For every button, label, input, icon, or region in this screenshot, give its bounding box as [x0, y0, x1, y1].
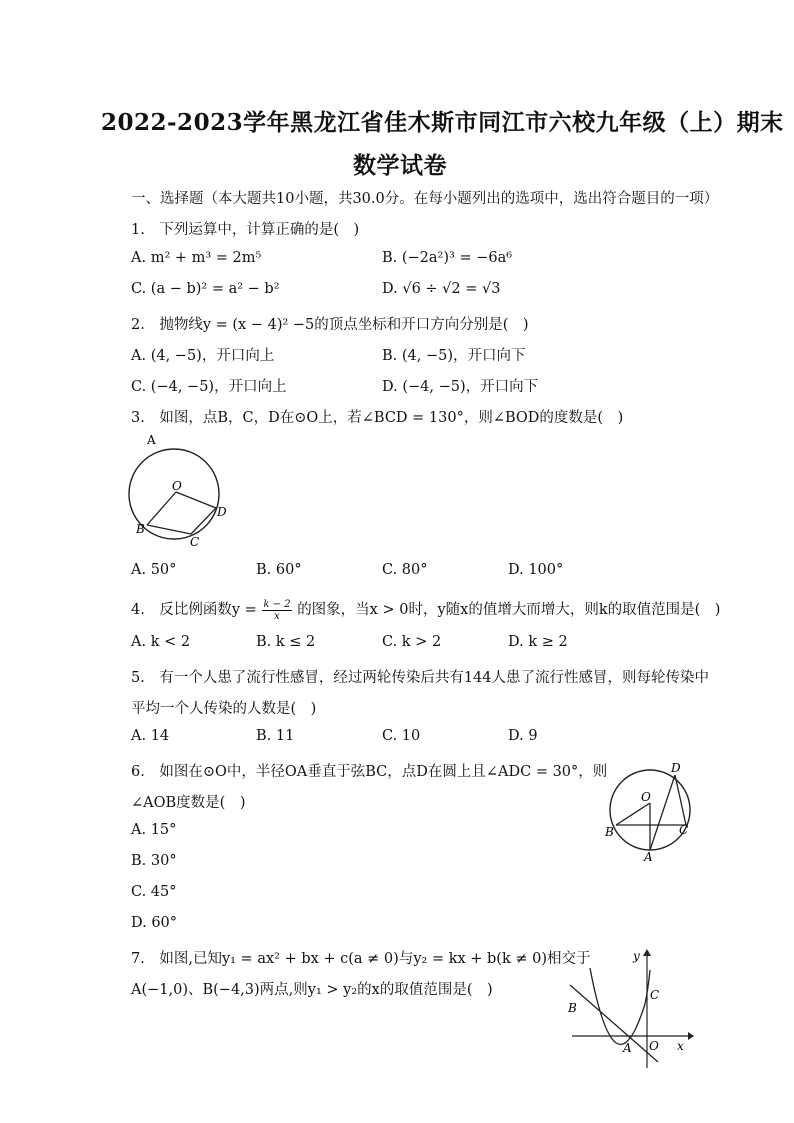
- question-2-stem: 2. 抛物线y = (x − 4)² −5的顶点坐标和开口方向分别是( ): [131, 317, 529, 333]
- q7-label-y: y: [633, 949, 640, 963]
- question-5-option-c: C. 10: [382, 728, 421, 744]
- question-6-option-c: C. 45°: [131, 884, 177, 900]
- q7-line: [570, 985, 658, 1062]
- page-title-line1: 2022-2023学年黑龙江省佳木斯市同江市六校九年级（上）期末: [101, 109, 784, 136]
- q6-label-d: D: [671, 761, 681, 775]
- q4-fraction-denominator: x: [274, 610, 280, 622]
- question-3-option-a: A. 50°: [131, 562, 177, 578]
- question-3-circle-figure: [125, 430, 235, 550]
- question-3-option-d: D. 100°: [508, 562, 564, 578]
- q6-label-a: A: [644, 850, 653, 863]
- question-2-option-c: C. (−4, −5)，开口向上: [131, 379, 287, 395]
- q3-label-b: B: [136, 522, 145, 536]
- q3-segment-od: [176, 492, 216, 508]
- q3-label-c: C: [190, 535, 200, 549]
- page-title-line2: 数学试卷: [353, 152, 447, 179]
- question-5-option-a: A. 14: [131, 728, 170, 744]
- q3-segment-bc: [147, 525, 191, 534]
- q7-parabola: [590, 968, 650, 1044]
- question-1-stem: 1. 下列运算中，计算正确的是( ): [131, 222, 360, 238]
- q6-segment-ad: [650, 775, 675, 850]
- question-4-option-a: A. k < 2: [131, 634, 191, 650]
- question-1-option-a: A. m² + m³ = 2m⁵: [131, 250, 262, 266]
- q4-fraction: [262, 599, 291, 622]
- question-1-option-c: C. (a − b)² = a² − b²: [131, 281, 280, 297]
- question-2-option-d: D. (−4, −5)，开口向下: [382, 379, 539, 395]
- question-2-option-b: B. (4, −5)，开口向下: [382, 348, 526, 364]
- question-2-option-a: A. (4, −5)，开口向上: [131, 348, 275, 364]
- q4-stem-before: 4. 反比例函数y =: [131, 602, 257, 618]
- question-1-option-b: B. (−2a²)³ = −6a⁶: [382, 250, 513, 266]
- q7-label-o: O: [649, 1039, 659, 1053]
- question-4-stem: [131, 598, 720, 622]
- question-6-option-d: D. 60°: [131, 915, 178, 931]
- question-4-option-d: D. k ≥ 2: [508, 634, 568, 650]
- question-7-stem-line2: A(−1,0)、B(−4,3)两点,则y₁ > y₂的x的取值范围是( ): [131, 982, 493, 998]
- q3-segment-cd: [191, 508, 216, 534]
- question-3-option-c: C. 80°: [382, 562, 428, 578]
- question-5-option-b: B. 11: [256, 728, 295, 744]
- q4-stem-after: 的图象，当x > 0时，y随x的值增大而增大，则k的取值范围是( ): [297, 602, 721, 618]
- question-6-stem-line2: ∠AOB度数是( ): [131, 795, 246, 811]
- q7-label-b: B: [568, 1001, 577, 1015]
- question-6-option-a: A. 15°: [131, 822, 177, 838]
- question-7-graph-figure: [560, 940, 700, 1075]
- q3-label-o: O: [172, 479, 182, 493]
- question-6-circle-figure: [598, 758, 698, 863]
- q7-label-x: x: [677, 1039, 684, 1053]
- q6-segment-dc: [675, 775, 686, 825]
- question-3-stem: 3. 如图，点B，C，D在⊙O上，若∠BCD = 130°，则∠BOD的度数是( ): [131, 410, 624, 426]
- q6-label-o: O: [641, 790, 651, 804]
- question-5-option-d: D. 9: [508, 728, 538, 744]
- q3-label-a: A: [147, 433, 156, 447]
- question-4-option-b: B. k ≤ 2: [256, 634, 316, 650]
- question-7-stem-line1: 7. 如图,已知y₁ = ax² + bx + c(a ≠ 0)与y₂ = kx + b(k ≠ 0)相交于: [131, 951, 591, 967]
- question-3-option-b: B. 60°: [256, 562, 302, 578]
- question-1-option-d: D. √6 ÷ √2 = √3: [382, 281, 501, 297]
- q7-x-axis-arrow: [688, 1032, 694, 1040]
- q4-fraction-numerator: k − 2: [263, 598, 291, 610]
- q7-label-a: A: [623, 1041, 632, 1055]
- question-6-stem-line1: 6. 如图在⊙O中，半径OA垂直于弦BC，点D在圆上且∠ADC = 30°，则: [131, 764, 608, 780]
- q7-label-c: C: [650, 988, 660, 1002]
- q3-segment-ob: [147, 492, 176, 525]
- section-header: 一、选择题（本大题共10小题，共30.0分。在每小题列出的选项中，选出符合题目的一项）: [131, 191, 719, 207]
- q7-y-axis-arrow: [643, 949, 651, 956]
- q6-label-c: C: [679, 823, 689, 837]
- q3-label-d: D: [217, 505, 227, 519]
- question-4-option-c: C. k > 2: [382, 634, 442, 650]
- q6-label-b: B: [605, 825, 614, 839]
- q6-segment-ob: [616, 803, 650, 825]
- question-5-stem-line1: 5. 有一个人患了流行性感冒，经过两轮传染后共有144人患了流行性感冒，则每轮传染中: [131, 670, 710, 686]
- question-5-stem-line2: 平均一个人传染的人数是( ): [131, 701, 317, 717]
- question-6-option-b: B. 30°: [131, 853, 177, 869]
